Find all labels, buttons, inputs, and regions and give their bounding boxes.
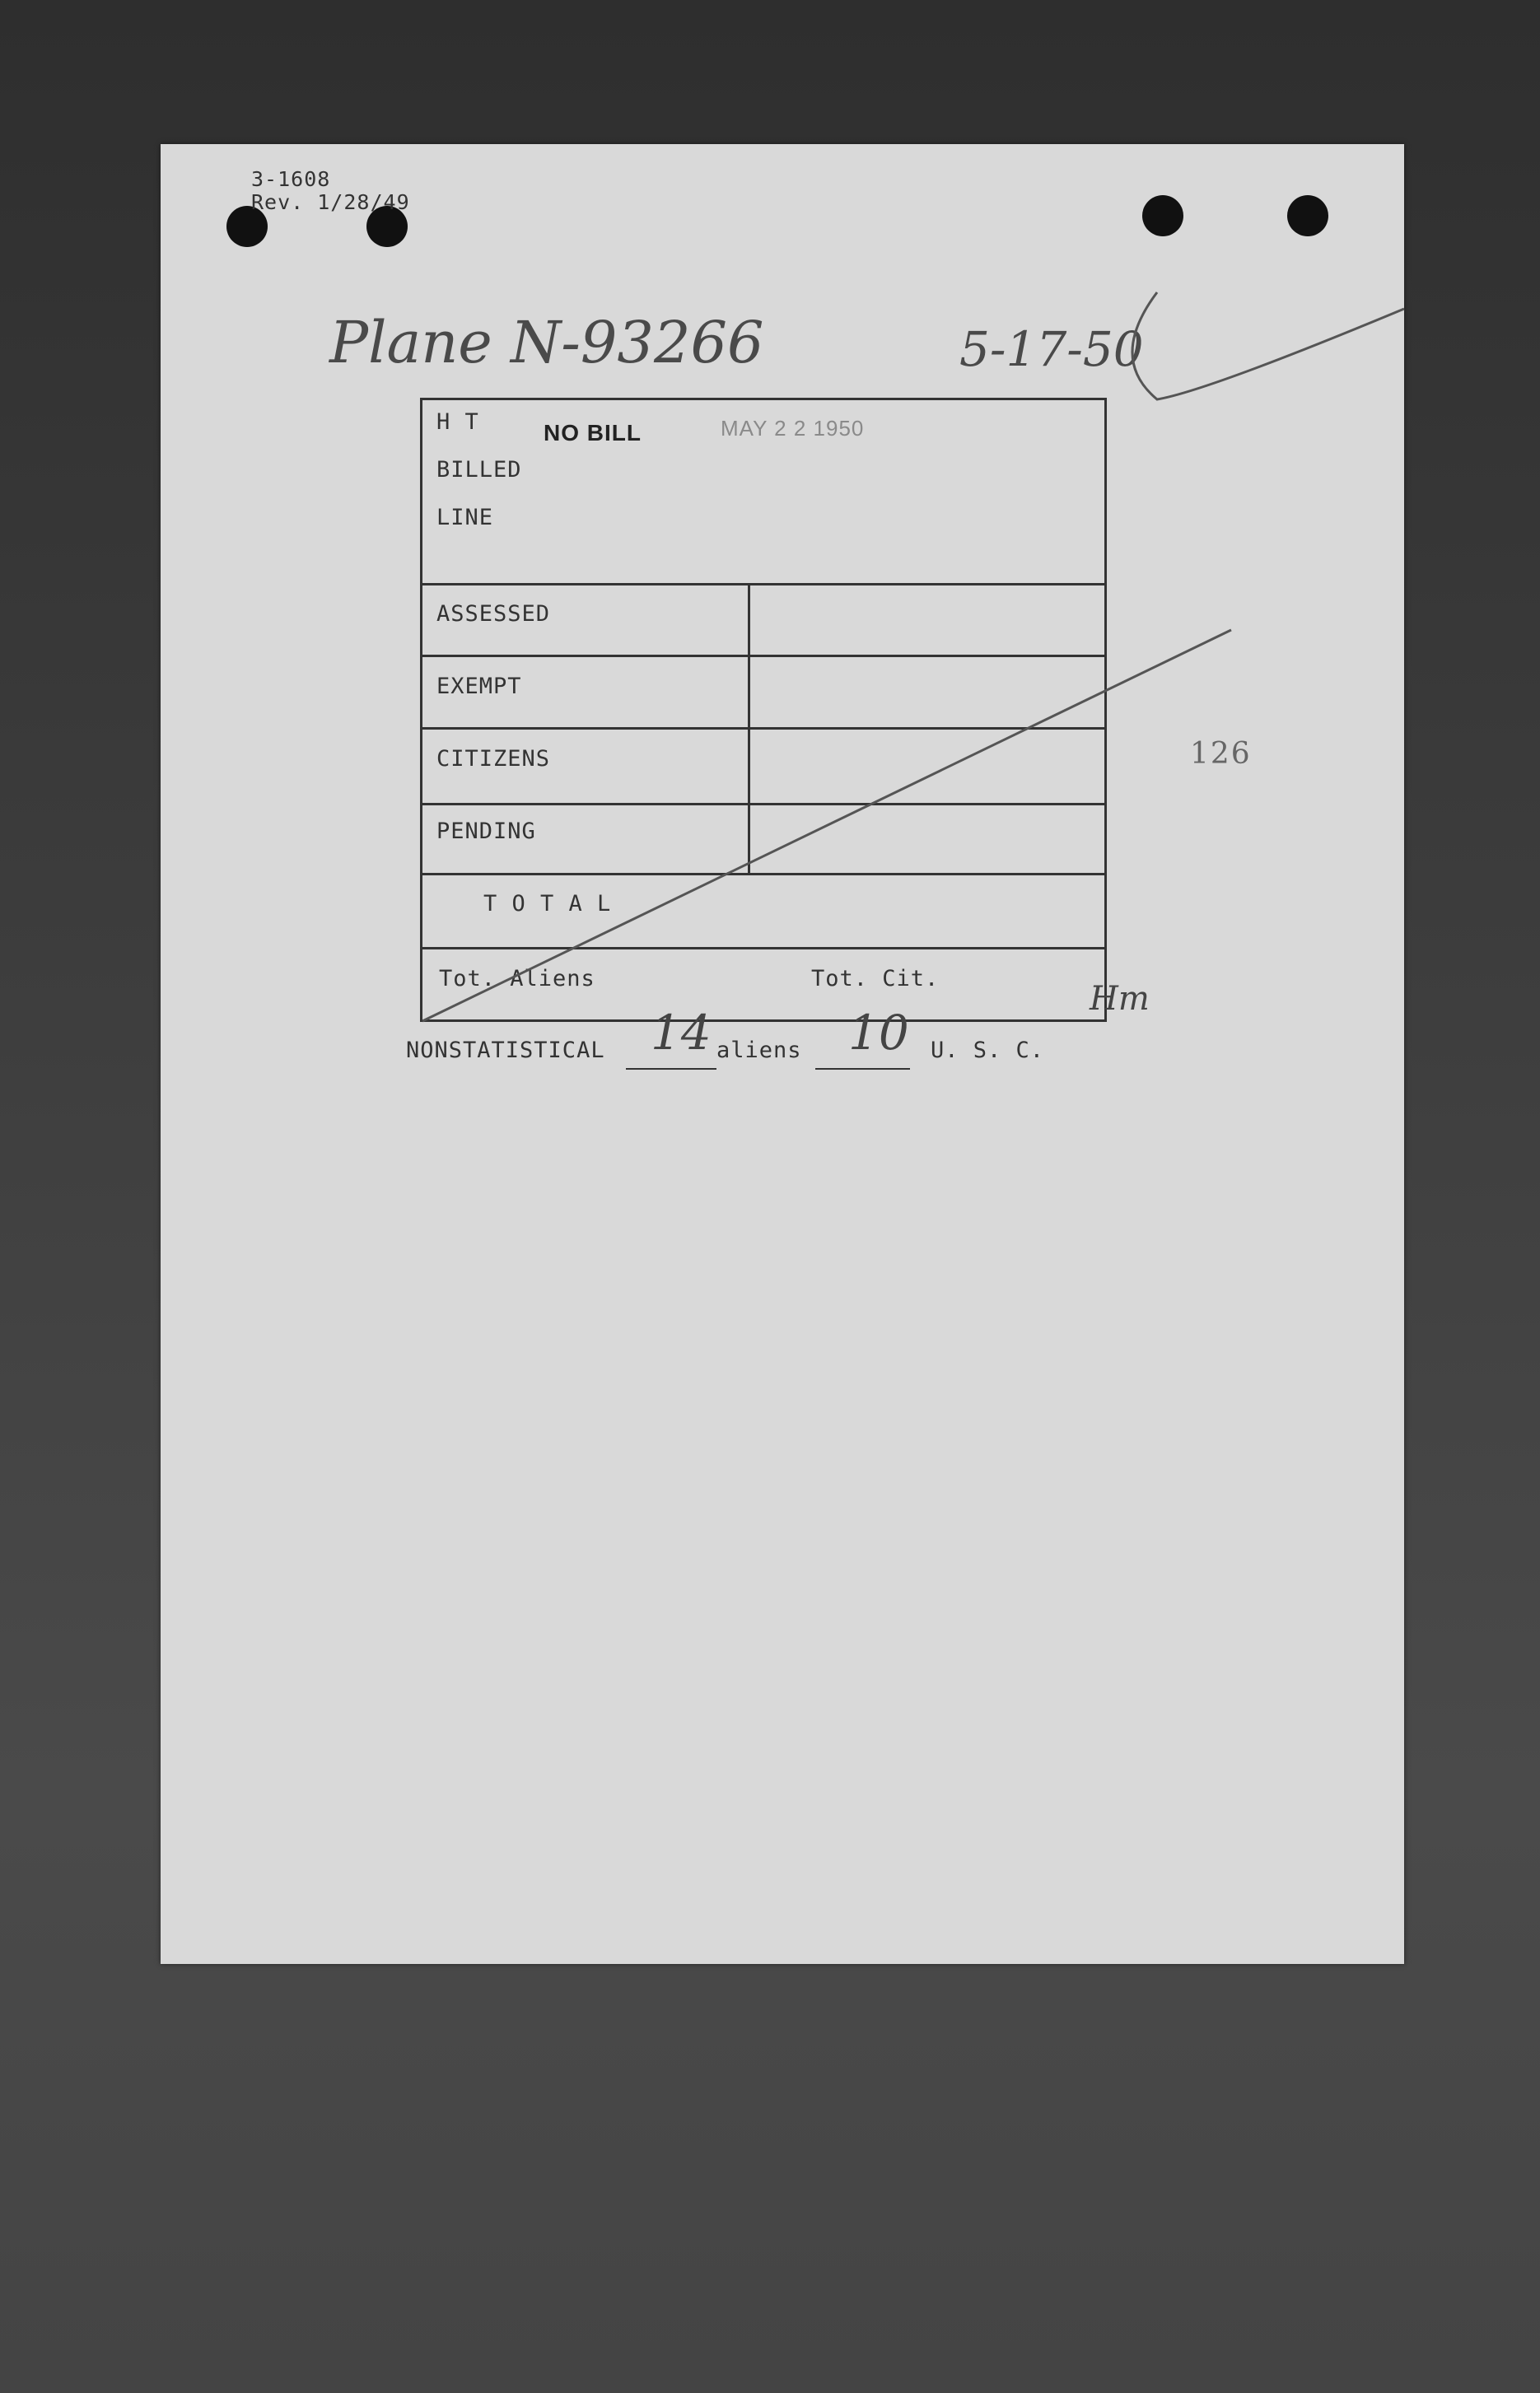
total-label: T O T A L <box>483 891 612 917</box>
table-divider-header <box>420 583 1107 585</box>
no-bill-stamp: NO BILL <box>544 420 642 445</box>
row-exempt: EXEMPT <box>436 674 522 699</box>
header-ht: H T <box>436 409 479 435</box>
aliens-label: aliens <box>716 1038 802 1063</box>
document-page <box>161 144 1404 1964</box>
handwritten-initials: Hm <box>1090 980 1150 1018</box>
pen-stroke <box>1108 210 1412 408</box>
handwritten-aliens-count: 14 <box>651 1005 712 1061</box>
date-stamp: MAY 2 2 1950 <box>721 416 865 441</box>
cancel-diagonal-line <box>416 622 1239 1033</box>
table-top-border <box>420 398 1107 400</box>
nonstat-label: NONSTATISTICAL <box>406 1038 605 1063</box>
usc-label: U. S. C. <box>931 1038 1045 1063</box>
side-number: 126 <box>1190 737 1252 771</box>
header-line: LINE <box>436 505 494 530</box>
form-number: 3-1608 <box>251 167 331 191</box>
row-assessed: ASSESSED <box>436 601 551 627</box>
tot-cit-label: Tot. Cit. <box>811 966 940 991</box>
tot-aliens-label: Tot. Aliens <box>439 966 595 991</box>
row-citizens: CITIZENS <box>436 746 551 772</box>
form-revision: Rev. 1/28/49 <box>251 190 410 214</box>
handwritten-date: 5-17-50 <box>959 321 1144 377</box>
handwritten-usc-count: 10 <box>848 1005 909 1061</box>
handwritten-plane-number: Plane N-93266 <box>329 309 764 376</box>
header-billed: BILLED <box>436 457 522 483</box>
row-pending: PENDING <box>436 819 536 844</box>
